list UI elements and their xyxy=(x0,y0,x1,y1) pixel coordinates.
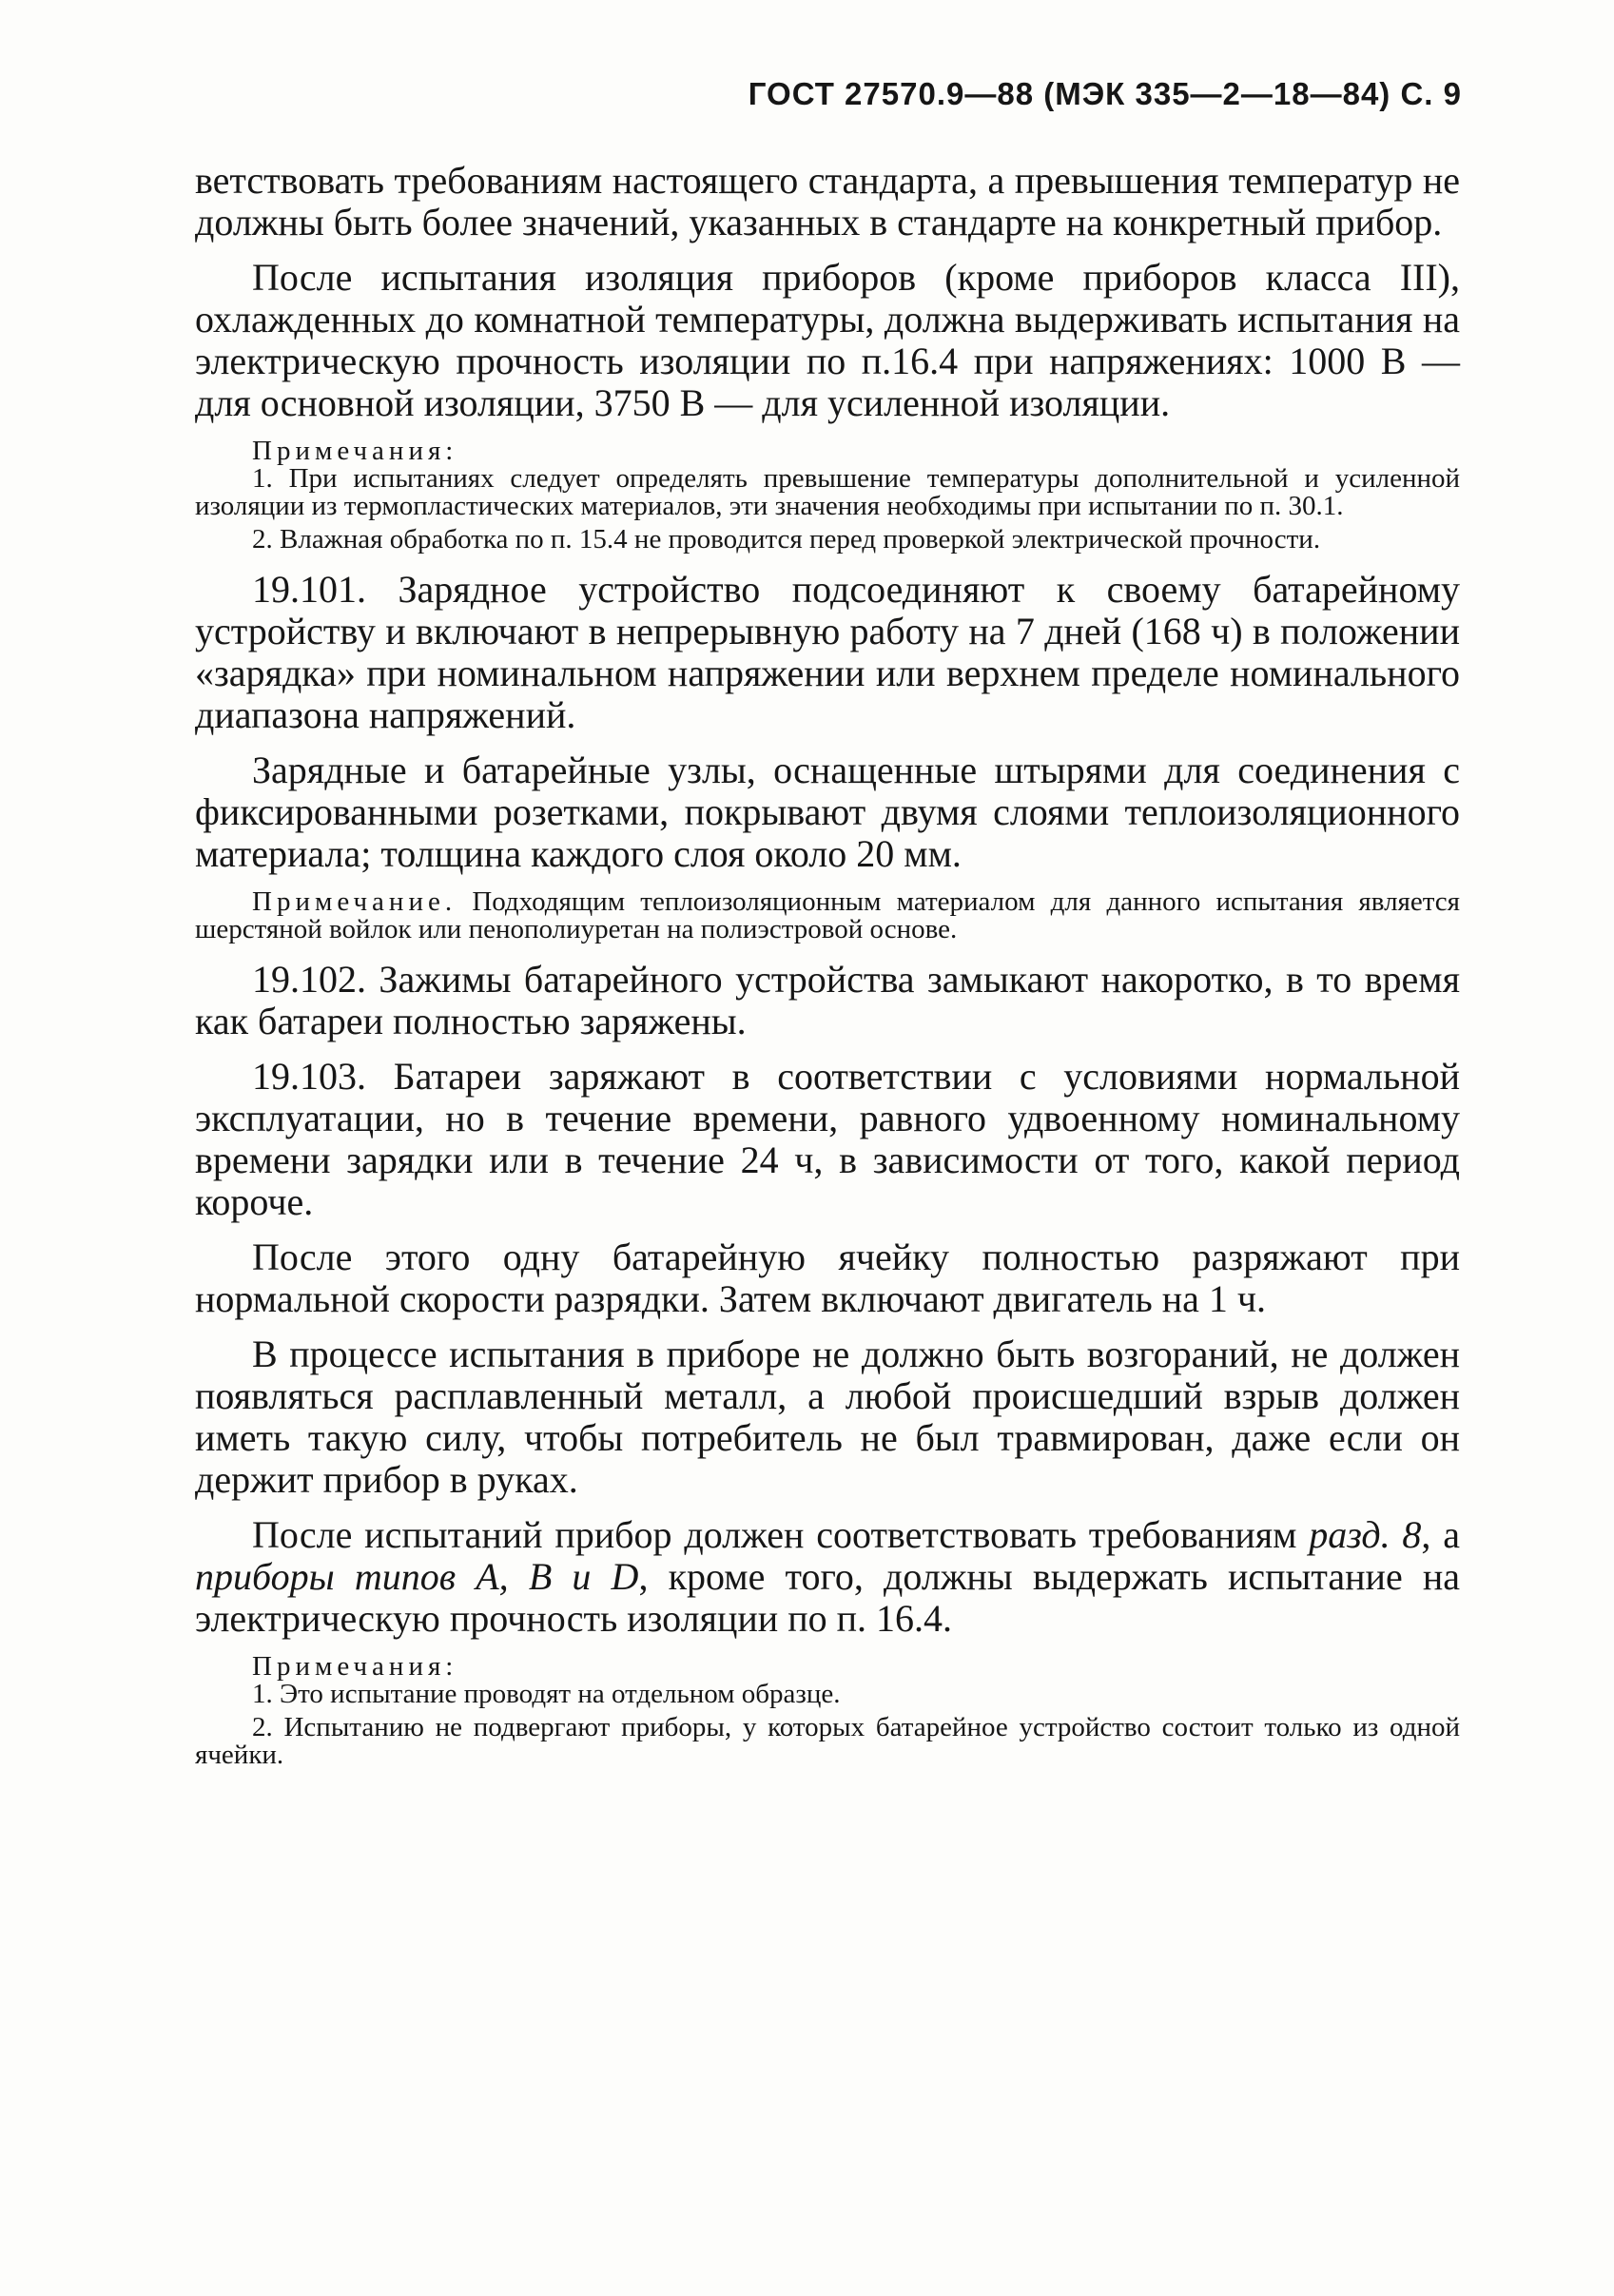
running-header: ГОСТ 27570.9—88 (МЭК 335—2—18—84) С. 9 xyxy=(748,76,1462,111)
notes-heading: Примечания: xyxy=(252,1651,458,1682)
paragraph-test-process: В процессе испытания в приборе не должно быть возгораний, не должен появляться расплавленный металл, а любой происшедший взрыв должен иметь такую силу, чтобы потребитель не был травмирован, даже если он держит прибор в руках. xyxy=(195,1333,1460,1501)
final-text-5: , кроме того, должны выдержать испытание на электрическую прочность изоляции по п. 16.4. xyxy=(195,1555,1461,1640)
page-body xyxy=(195,160,1460,1784)
notes-heading: Примечания: xyxy=(252,436,458,466)
paragraph-final-requirements xyxy=(195,1514,1460,1640)
final-text-device-types: приборы типов A, B и D xyxy=(195,1555,639,1598)
clause-19-102: 19.102. Зажимы батарейного устройства замыкают накоротко, в то время как батареи полностью заряжены. xyxy=(195,958,1460,1042)
note-inline xyxy=(195,888,1460,944)
note-item: 1. При испытаниях следует определять превышение температуры дополнительной и усиленной изоляции из термопластических материалов, эти значения необходимы при испытании по п. 30.1. xyxy=(195,463,1460,521)
paragraph-thermal-layers: Зарядные и батарейные узлы, оснащенные штырями для соединения с фиксированными розетками, покрывают двумя слоями теплоизоляционного материала; толщина каждого слоя около 20 мм. xyxy=(195,749,1460,875)
note-item: 1. Это испытание проводят на отдельном образце. xyxy=(252,1679,841,1709)
clause-19-103: 19.103. Батареи заряжают в соответствии с условиями нормальной эксплуатации, но в течение времени, равного удвоенному номинальному времени зарядки или в течение 24 ч, в зависимости от того, какой период короче. xyxy=(195,1055,1460,1223)
note-text: Подходящим теплоизоляционным материалом для данного испытания является шерстяной войлок или пенополиуретан на полиэстровой основе. xyxy=(195,886,1460,944)
clause-19-101: 19.101. Зарядное устройство подсоединяют к своему батарейному устройству и включают в непрерывную работу на 7 дней (168 ч) в положении «зарядка» при номинальном напряжении или верхнем пределе номинального диапазона напряжений. xyxy=(195,568,1460,736)
note-label: Примечание. xyxy=(252,886,457,917)
note-item: 2. Испытанию не подвергают приборы, у которых батарейное устройство состоит только из одной ячейки. xyxy=(195,1712,1460,1770)
final-text-1: После испытаний прибор должен соответствовать требованиям xyxy=(252,1513,1310,1556)
paragraph-insulation-test: После испытания изоляция приборов (кроме приборов класса III), охлажденных до комнатной температуры, должна выдерживать испытания на электрическую прочность изоляции по п.16.4 при напряжениях: 1000 В — для основной изоляции, 3750 В — для усиленной изоляции. xyxy=(195,256,1460,424)
note-item: 2. Влажная обработка по п. 15.4 не проводится перед проверкой электрической прочности. xyxy=(252,524,1321,555)
paragraph-continuation: ветствовать требованиям настоящего стандарта, а превышения температур не должны быть более значений, указанных в стандарте на конкретный прибор. xyxy=(195,159,1460,243)
final-text-3: , а xyxy=(1421,1513,1460,1556)
paragraph-discharge: После этого одну батарейную ячейку полностью разряжают при нормальной скорости разрядки. Затем включают двигатель на 1 ч. xyxy=(195,1236,1460,1320)
final-text-section-ref: разд. 8 xyxy=(1309,1513,1422,1556)
notes-block-1 xyxy=(195,438,1460,554)
notes-block-3 xyxy=(195,1653,1460,1769)
note-block-2 xyxy=(195,888,1460,944)
